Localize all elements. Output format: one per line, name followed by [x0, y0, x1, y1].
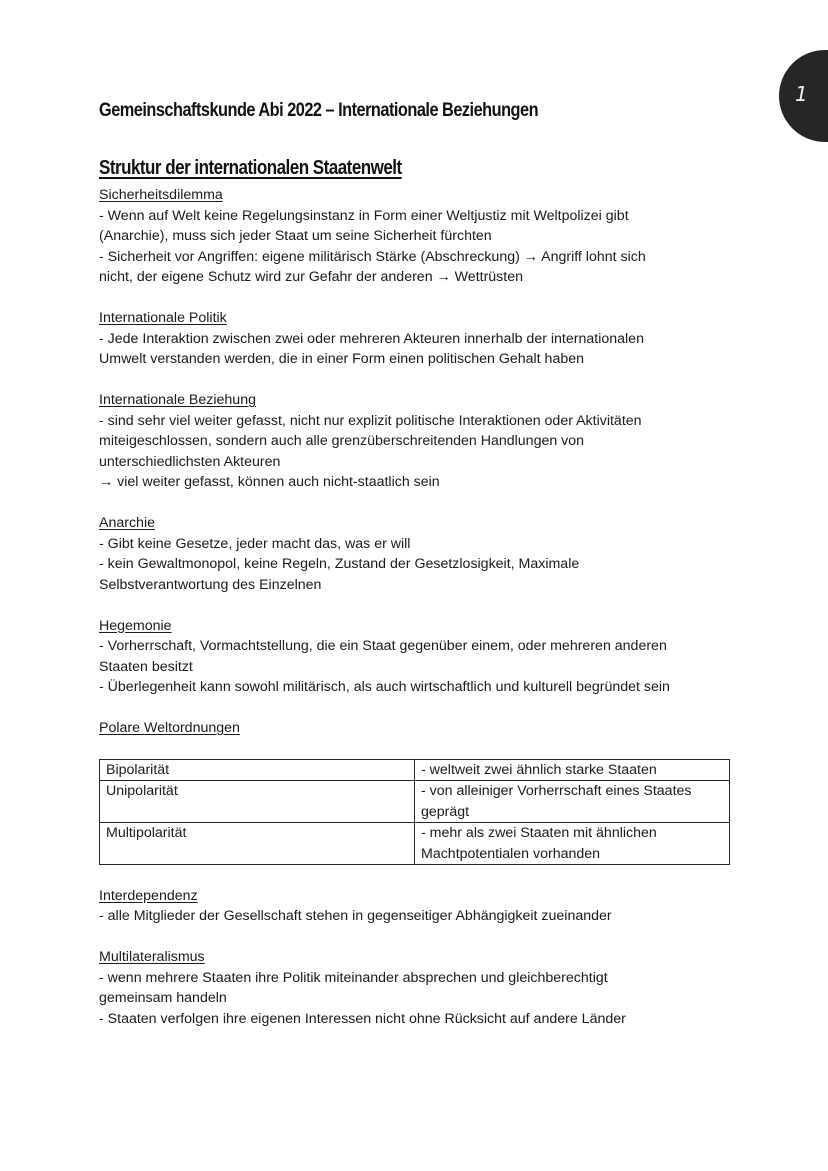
definition-anarchie	[99, 513, 739, 595]
cell-line: - von alleiniger Vorherrschaft eines Staates	[421, 783, 692, 799]
table-cell-desc	[415, 823, 730, 865]
text-line: Staaten besitzt	[99, 658, 193, 675]
term-heading: Hegemonie	[99, 617, 172, 634]
term-heading: Internationale Beziehung	[99, 392, 256, 408]
term-heading: Multilateralismus	[99, 949, 205, 965]
term-heading: Polare Weltordnungen	[99, 720, 240, 736]
text-line: Selbstverantwortung des Einzelnen	[99, 576, 322, 593]
text-line: - Jede Interaktion zwischen zwei oder mehreren Akteuren innerhalb der internationalen	[99, 330, 644, 347]
text-line: - Wenn auf Welt keine Regelungsinstanz in Form einer Weltjustiz mit Weltpolizei gibt	[99, 207, 629, 224]
text-line: (Anarchie), muss sich jeder Staat um seine Sicherheit fürchten	[99, 228, 492, 244]
text-line: nicht, der eigene Schutz wird zur Gefahr der anderen → Wettrüsten	[99, 269, 524, 285]
text-line: - Vorherrschaft, Vormachtstellung, die ein Staat gegenüber einem, oder mehreren anderen	[99, 638, 667, 654]
page-number-badge	[779, 50, 828, 142]
text-line: - Staaten verfolgen ihre eigenen Interessen nicht ohne Rücksicht auf andere Länder	[99, 1010, 626, 1027]
definition-multilateralismus	[99, 947, 739, 1029]
text-line: → viel weiter gefasst, können auch nicht-staatlich sein	[99, 474, 440, 490]
polarity-table	[99, 759, 730, 866]
text-line: miteigeschlossen, sondern auch alle grenzüberschreitenden Handlungen von	[99, 433, 585, 449]
text-line: - alle Mitglieder der Gesellschaft stehen in gegenseitiger Abhängigkeit zueinander	[99, 908, 612, 924]
term-heading: Sicherheitsdilemma	[99, 187, 223, 203]
definition-internationale-politik	[99, 308, 739, 370]
table-cell-name: Bipolarität	[100, 759, 415, 781]
text-line: - Überlegenheit kann sowohl militärisch, als auch wirtschaftlich und kulturell begründet sein	[99, 679, 670, 695]
table-cell-desc	[415, 759, 730, 781]
text-line: - Sicherheit vor Angriffen: eigene militärisch Stärke (Abschreckung) → Angriff lohnt sich	[99, 248, 646, 265]
term-heading: Anarchie	[99, 515, 155, 531]
text-line: Umwelt verstanden werden, die in einer Form einen politischen Gehalt haben	[99, 351, 585, 367]
table-row	[100, 781, 730, 823]
cell-line: geprägt	[421, 803, 470, 820]
text-line: - Gibt keine Gesetze, jeder macht das, was er will	[99, 535, 411, 552]
text-line: - wenn mehrere Staaten ihre Politik miteinander absprechen und gleichberechtigt	[99, 969, 608, 986]
page-number: 1	[795, 82, 808, 106]
text-line: unterschiedlichsten Akteuren	[99, 453, 281, 470]
definition-polare-weltordnungen	[99, 718, 739, 865]
definition-sicherheitsdilemma	[99, 185, 739, 288]
definition-interdependenz	[99, 886, 739, 927]
section-title: Struktur der internationalen Staatenwelt	[99, 157, 402, 179]
term-heading: Interdependenz	[99, 887, 198, 904]
table-cell-name: Multipolarität	[100, 823, 415, 865]
table-cell-name: Unipolarität	[100, 781, 415, 823]
definition-internationale-beziehung	[99, 390, 739, 493]
text-line: gemeinsam handeln	[99, 990, 227, 1006]
table-row	[100, 823, 730, 865]
text-line: - kein Gewaltmonopol, keine Regeln, Zustand der Gesetzlosigkeit, Maximale	[99, 556, 580, 572]
definition-hegemonie	[99, 616, 739, 698]
table-cell-desc	[415, 781, 730, 823]
document-body	[99, 185, 739, 1050]
document-title: Gemeinschaftskunde Abi 2022 – Internationale Beziehungen	[99, 100, 539, 121]
text-line: - sind sehr viel weiter gefasst, nicht nur explizit politische Interaktionen oder Aktivitäten	[99, 412, 642, 429]
cell-line: Machtpotentialen vorhanden	[421, 845, 601, 862]
cell-line: - mehr als zwei Staaten mit ähnlichen	[421, 825, 657, 841]
term-heading: Internationale Politik	[99, 310, 227, 326]
cell-line: - weltweit zwei ähnlich starke Staaten	[421, 761, 657, 778]
table-row	[100, 759, 730, 781]
